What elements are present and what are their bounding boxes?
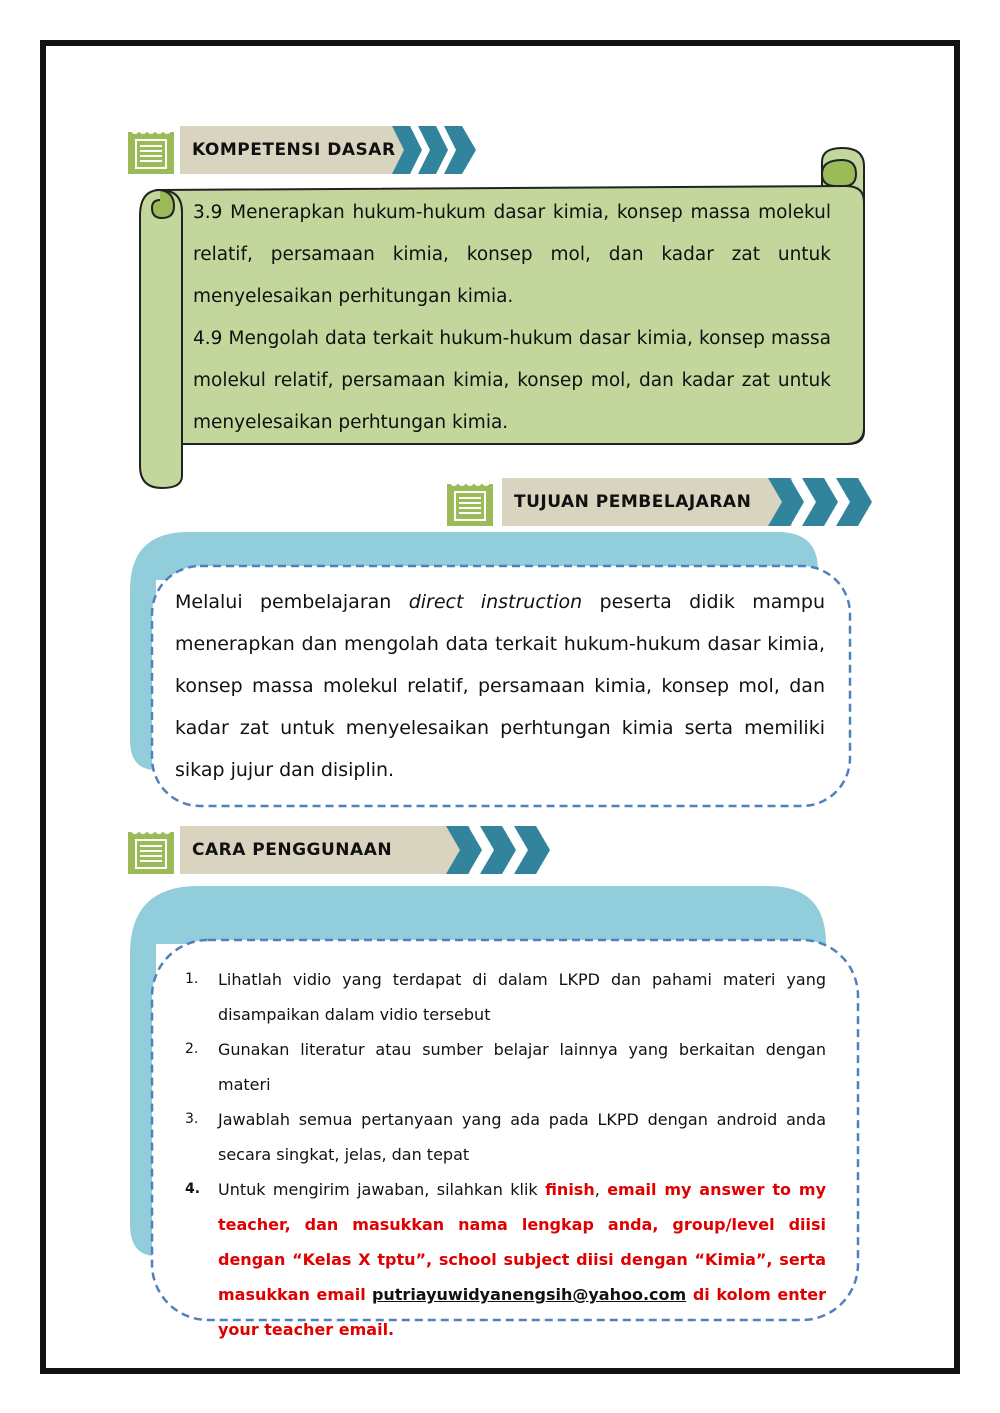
instruction-highlight: email my answer to my teacher, dan masukkan nama lengkap anda, group/level diisi dengan “Kelas X tptu”, school subject diisi dengan “Kimia”, serta masukkan email [218,1180,827,1304]
list-item [185,1032,826,1102]
tujuan-content [175,581,825,791]
list-number: 3. [185,1111,199,1127]
section-title-kompetensi: KOMPETENSI DASAR [180,126,410,174]
list-item [185,1102,826,1172]
list-number: 1. [185,971,199,987]
instruction-tail: di kolom enter your teacher email. [218,1285,826,1339]
section-title-cara: CARA PENGGUNAAN [180,826,470,874]
list-text: Gunakan literatur atau sumber belajar lainnya yang berkaitan dengan materi [218,1040,826,1094]
list-number: 2. [185,1041,199,1057]
list-item [185,1172,826,1347]
list-item [185,962,826,1032]
notepad-icon [128,826,174,874]
kompetensi-paragraph-2: 4.9 Mengolah data terkait hukum-hukum dasar kimia, konsep massa molekul relatif, persamaan kimia, konsep mol, dan kadar zat untuk menyelesaikan perhtungan kimia. [193,328,831,433]
list-number: 4. [185,1181,201,1197]
list-text: Jawablah semua pertanyaan yang ada pada LKPD dengan android anda secara singkat, jelas, dan tepat [218,1110,826,1164]
tujuan-text-end: peserta didik mampu menerapkan dan mengolah data terkait hukum-hukum dasar kimia, konsep massa molekul relatif, persamaan kimia, konsep mol, dan kadar zat untuk menyelesaikan perhtungan kimia serta memiliki sikap jujur dan disiplin. [175,591,825,781]
section-title-tujuan: TUJUAN PEMBELAJARAN [502,478,792,526]
tujuan-text-italic: direct instruction [408,591,583,613]
kompetensi-content [193,192,831,444]
chevron-arrows-icon [768,478,874,526]
finish-keyword: finish [545,1180,595,1199]
tujuan-text-start: Melalui pembelajaran [175,591,409,613]
chevron-arrows-icon [446,826,552,874]
kompetensi-paragraph-1: 3.9 Menerapkan hukum-hukum dasar kimia, konsep massa molekul relatif, persamaan kimia, konsep mol, dan kadar zat untuk menyelesaikan perhitungan kimia. [193,202,831,307]
cara-list [185,962,826,1347]
list-text: Lihatlah vidio yang terdapat di dalam LKPD dan pahami materi yang disampaikan dalam vidio tersebut [218,970,826,1024]
teacher-email-link[interactable]: putriayuwidyanengsih@yahoo.com [371,1285,687,1304]
list-text: Untuk mengirim jawaban, silahkan klik [218,1180,546,1199]
notepad-icon [447,478,493,526]
list-text-separator: , [594,1180,608,1199]
